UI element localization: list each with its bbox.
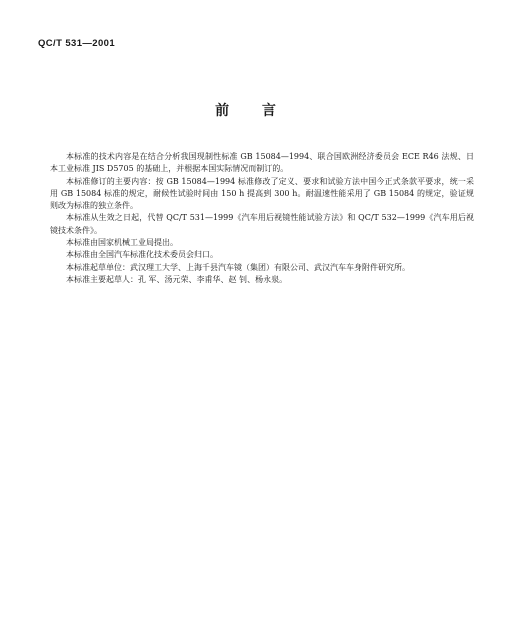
paragraph-supersedes: 本标准从生效之日起，代替 QC/T 531—1999《汽车用后视镜性能试验方法》和 QC/T 532—1999《汽车用后视镜技术条件》。 [50, 213, 474, 235]
paragraph-technical-basis: 本标准的技术内容是在结合分析我国现制性标准 GB 15084—1994、联合国欧洲经济委员会 ECE R46 法规、日本工业标准 JIS D5705 的基础上，并根据本国实际情况而制订的。 [50, 152, 474, 174]
standard-code: QC/T 531—2001 [38, 38, 116, 49]
paragraph-drafters: 本标准主要起草人：孔 军、汤元荣、李甫华、赵 钊、杨永泉。 [66, 274, 288, 284]
paragraph-proposer: 本标准由国家机械工业局提出。 [66, 238, 178, 248]
foreword-body [50, 151, 474, 286]
paragraph-administrator: 本标准由全国汽车标准化技术委员会归口。 [66, 250, 218, 260]
foreword-heading: 前 言 [215, 103, 290, 119]
paragraph-drafting-units: 本标准起草单位：武汉理工大学、上海千县汽车镜（集团）有限公司、武汉汽车车身附件研究所。 [66, 262, 410, 272]
paragraph-revision-content: 本标准修订的主要内容：按 GB 15084—1994 标准修改了定义、要求和试验方法中国今正式条款平要求，统一采用 GB 15084 标准的规定，耐候性试验时间由 150 h 提高到 300 h。耐温速性能采用了 GB 15084 的规定，验证规则改为标准的独立条件。 [50, 176, 474, 211]
